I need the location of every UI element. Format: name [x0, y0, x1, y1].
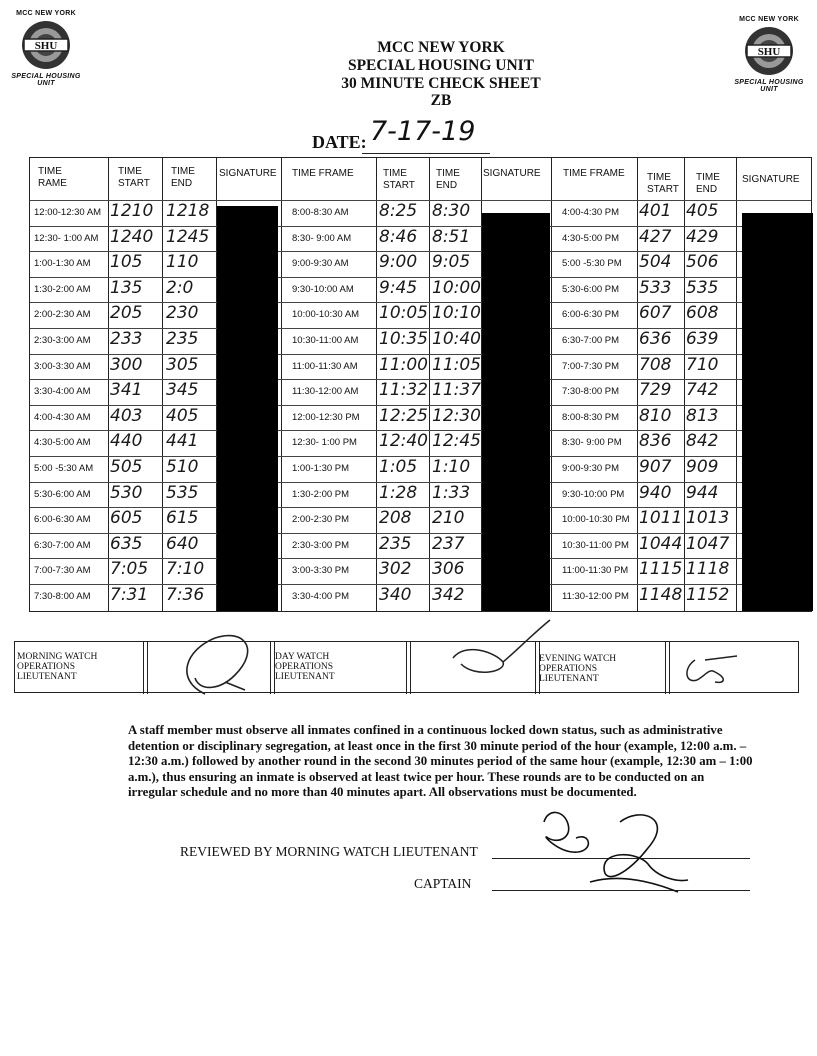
time-frame-label: 4:00-4:30 PM: [562, 207, 620, 218]
handwritten-start-time: 907: [639, 457, 672, 477]
handwritten-start-time: 940: [639, 482, 672, 503]
header-line-2: SPECIAL HOUSING UNIT: [347, 57, 535, 74]
time-frame-label: 10:00-10:30 PM: [562, 514, 630, 526]
time-frame-label: 3:00-3:30 PM: [292, 565, 350, 577]
handwritten-end-time: 1118: [686, 559, 730, 580]
handwritten-end-time: 8:30: [432, 201, 471, 221]
time-frame-label: 4:30-5:00 PM: [562, 232, 620, 244]
handwritten-start-time: 708: [639, 354, 672, 375]
handwritten-end-time: 710: [686, 354, 719, 375]
col-header-signature: SIGNATURE: [483, 168, 541, 179]
time-frame-label: 10:30-11:00 PM: [562, 539, 629, 551]
handwritten-end-time: 405: [166, 405, 199, 426]
handwritten-start-time: 8:25: [379, 201, 418, 221]
col-header-time-start: TIME START: [647, 172, 679, 195]
handwritten-end-time: 2:0: [166, 277, 194, 298]
logo-bottom-text: SPECIAL HOUSING UNIT: [11, 73, 81, 87]
handwritten-start-time: 8:46: [379, 226, 418, 247]
handwritten-end-time: 639: [686, 329, 719, 349]
col-header-time-end: TIME END: [436, 168, 460, 191]
handwritten-end-time: 237: [432, 533, 465, 554]
time-frame-label: 12:30- 1:00 AM: [34, 232, 99, 244]
logo-top-text: MCC NEW YORK: [739, 16, 799, 23]
time-frame-label: 12:30- 1:00 PM: [292, 437, 357, 449]
time-frame-label: 10:00-10:30 AM: [292, 309, 360, 321]
date-underline: [362, 153, 490, 154]
col-header-time-start: TIME START: [383, 168, 415, 191]
handwritten-end-time: 1:33: [432, 482, 471, 503]
handwritten-end-time: 1013: [686, 508, 730, 529]
handwritten-start-time: 635: [110, 533, 143, 554]
time-frame-label: 3:30-4:00 AM: [34, 386, 91, 398]
time-frame-label: 8:00-8:30 AM: [292, 207, 349, 218]
time-frame-label: 5:00 -5:30 PM: [562, 258, 622, 270]
time-frame-label: 3:30-4:00 PM: [292, 591, 350, 602]
shu-logo-left: [6, 10, 86, 90]
col-header-signature: SIGNATURE: [219, 168, 277, 179]
handwritten-end-time: 345: [166, 380, 199, 401]
handwritten-end-time: 1152: [686, 585, 730, 605]
handwritten-start-time: 605: [110, 508, 143, 529]
logo-bottom-text: SPECIAL HOUSING UNIT: [734, 79, 804, 93]
shu-seal-icon: [743, 25, 795, 77]
col-header-time-start: TIME START: [118, 166, 150, 189]
handwritten-end-time: 510: [166, 457, 199, 477]
handwritten-end-time: 1:10: [432, 457, 471, 477]
time-frame-label: 5:30-6:00 AM: [34, 488, 91, 500]
handwritten-end-time: 944: [686, 482, 719, 503]
time-frame-label: 11:30-12:00 AM: [292, 386, 359, 398]
time-frame-label: 2:00-2:30 AM: [34, 309, 91, 321]
time-frame-label: 12:00-12:30 PM: [292, 411, 360, 423]
handwritten-end-time: 1245: [166, 226, 210, 247]
handwritten-start-time: 427: [639, 226, 672, 247]
shu-seal-icon: [20, 19, 72, 71]
handwritten-end-time: 210: [432, 508, 465, 529]
handwritten-end-time: 615: [166, 508, 199, 529]
handwritten-start-time: 300: [110, 354, 143, 375]
col-header-time-frame: TIME FRAME: [292, 168, 354, 179]
handwritten-start-time: 729: [639, 380, 672, 401]
time-frame-label: 8:30- 9:00 PM: [562, 437, 622, 449]
handwritten-start-time: 1011: [639, 508, 683, 529]
logo-badge-text: SHU: [757, 46, 781, 58]
check-sheet-table: [29, 157, 812, 612]
handwritten-end-time: 9:05: [432, 252, 471, 273]
handwritten-start-time: 12:25: [379, 405, 428, 426]
handwritten-start-time: 340: [379, 585, 412, 605]
date-value: 7-17-19: [370, 116, 476, 147]
handwritten-start-time: 9:45: [379, 277, 418, 298]
time-frame-label: 11:00-11:30 PM: [562, 565, 629, 577]
time-frame-label: 7:30-8:00 PM: [562, 386, 620, 398]
handwritten-end-time: 429: [686, 226, 719, 247]
evening-lieutenant-signature: [675, 648, 755, 688]
time-frame-label: 4:30-5:00 AM: [34, 437, 91, 449]
handwritten-end-time: 342: [432, 585, 465, 605]
handwritten-end-time: 230: [166, 303, 199, 324]
handwritten-start-time: 810: [639, 405, 672, 426]
handwritten-end-time: 110: [166, 252, 199, 273]
redacted-signature-evening: [742, 213, 813, 611]
handwritten-start-time: 1240: [110, 226, 154, 247]
logo-badge-text: SHU: [34, 40, 58, 52]
time-frame-label: 7:00-7:30 PM: [562, 360, 620, 372]
handwritten-end-time: 306: [432, 559, 465, 580]
handwritten-end-time: 1218: [166, 201, 210, 221]
handwritten-start-time: 403: [110, 405, 143, 426]
handwritten-start-time: 7:31: [110, 585, 149, 605]
time-frame-label: 9:00-9:30 AM: [292, 258, 349, 270]
handwritten-start-time: 607: [639, 303, 672, 324]
handwritten-start-time: 11:00: [379, 354, 428, 375]
time-frame-label: 5:00 -5:30 AM: [34, 463, 94, 474]
captain-label: CAPTAIN: [414, 876, 472, 891]
handwritten-end-time: 813: [686, 405, 719, 426]
handwritten-end-time: 441: [166, 431, 199, 452]
handwritten-end-time: 12:30: [432, 405, 481, 426]
handwritten-start-time: 233: [110, 329, 143, 349]
handwritten-end-time: 842: [686, 431, 719, 452]
handwritten-end-time: 7:36: [166, 585, 205, 605]
time-frame-label: 8:30- 9:00 AM: [292, 232, 352, 244]
time-frame-label: 1:00-1:30 PM: [292, 463, 350, 474]
handwritten-start-time: 1115: [639, 559, 683, 580]
time-frame-label: 6:00-6:30 PM: [562, 309, 620, 321]
divider: [406, 642, 411, 694]
handwritten-end-time: 640: [166, 533, 199, 554]
handwritten-start-time: 836: [639, 431, 672, 452]
handwritten-end-time: 535: [166, 482, 199, 503]
redacted-signature-day: [482, 213, 550, 611]
handwritten-end-time: 909: [686, 457, 719, 477]
handwritten-end-time: 11:37: [432, 380, 481, 401]
handwritten-start-time: 10:05: [379, 303, 428, 324]
header-line-4: ZB: [430, 92, 452, 109]
time-frame-label: 2:30-3:00 PM: [292, 539, 350, 551]
date-label: DATE:: [312, 132, 367, 152]
time-frame-label: 8:00-8:30 PM: [562, 411, 620, 423]
header-line-1: MCC NEW YORK: [377, 39, 505, 56]
redacted-signature-morning: [217, 206, 278, 611]
time-frame-label: 3:00-3:30 AM: [34, 360, 91, 372]
time-frame-label: 1:00-1:30 AM: [34, 258, 91, 270]
shu-logo-right: [729, 16, 809, 96]
handwritten-start-time: 135: [110, 277, 143, 298]
handwritten-end-time: 11:05: [432, 354, 481, 375]
handwritten-start-time: 440: [110, 431, 143, 452]
lieutenant-signoff-strip: [14, 641, 799, 693]
divider: [143, 642, 148, 694]
morning-watch-lieutenant-label: MORNING WATCH OPERATIONS LIEUTENANT: [17, 652, 98, 682]
handwritten-end-time: 12:45: [432, 431, 481, 452]
col-header-time-end: TIME END: [171, 166, 195, 189]
time-frame-label: 2:00-2:30 PM: [292, 514, 350, 526]
reviewer-signature: [528, 802, 708, 897]
handwritten-start-time: 12:40: [379, 431, 428, 452]
day-watch-lieutenant-label: DAY WATCH OPERATIONS LIEUTENANT: [275, 652, 335, 682]
time-frame-label: 7:00-7:30 AM: [34, 565, 91, 577]
handwritten-end-time: 535: [686, 277, 719, 298]
time-frame-label: 2:30-3:00 AM: [34, 335, 91, 346]
policy-paragraph: A staff member must observe all inmates confined in a continuous locked down status, such as administrative detention or disciplinary segregation, at least once in the first 30 minute period of the hour (example, 12:00 a.m. – 12:30 a.m.) followed by another round in the second 30 minutes period of the same hour (example, 12:30 am – 1:00 a.m.), thus ensuring an inmate is observed at least twice per hour. These rounds are to be conducted on an irregular schedule and no more than 40 minutes apart. All observations must be documented.: [128, 723, 753, 799]
handwritten-start-time: 1210: [110, 201, 154, 221]
handwritten-start-time: 341: [110, 380, 143, 401]
time-frame-label: 4:00-4:30 AM: [34, 411, 91, 423]
time-frame-label: 9:30-10:00 AM: [292, 283, 354, 295]
handwritten-end-time: 506: [686, 252, 719, 273]
handwritten-start-time: 11:32: [379, 380, 428, 401]
handwritten-start-time: 505: [110, 457, 143, 477]
handwritten-end-time: 10:00: [432, 277, 481, 298]
handwritten-end-time: 1047: [686, 533, 730, 554]
handwritten-start-time: 7:05: [110, 559, 149, 580]
time-frame-label: 1:30-2:00 PM: [292, 488, 350, 500]
handwritten-end-time: 742: [686, 380, 719, 401]
evening-watch-lieutenant-label: EVENING WATCH OPERATIONS LIEUTENANT: [539, 654, 617, 684]
handwritten-end-time: 235: [166, 329, 199, 349]
handwritten-end-time: 7:10: [166, 559, 205, 580]
handwritten-end-time: 305: [166, 354, 199, 375]
handwritten-start-time: 10:35: [379, 329, 428, 349]
handwritten-start-time: 105: [110, 252, 143, 273]
time-frame-label: 6:30-7:00 PM: [562, 335, 620, 346]
time-frame-label: 11:00-11:30 AM: [292, 360, 358, 372]
handwritten-end-time: 10:10: [432, 303, 481, 324]
handwritten-start-time: 636: [639, 329, 672, 349]
handwritten-start-time: 401: [639, 201, 672, 221]
divider: [665, 642, 670, 694]
logo-top-text: MCC NEW YORK: [16, 10, 76, 17]
col-header-signature: SIGNATURE: [742, 174, 800, 185]
col-header-time-frame: TIME FRAME: [563, 168, 625, 179]
handwritten-start-time: 302: [379, 559, 412, 580]
handwritten-end-time: 405: [686, 201, 719, 221]
handwritten-start-time: 533: [639, 277, 672, 298]
morning-lieutenant-signature: [165, 620, 275, 698]
handwritten-end-time: 608: [686, 303, 719, 324]
handwritten-start-time: 1148: [639, 585, 683, 605]
time-frame-label: 12:00-12:30 AM: [34, 207, 102, 218]
handwritten-start-time: 1:28: [379, 482, 418, 503]
time-frame-label: 1:30-2:00 AM: [34, 283, 91, 295]
col-header-time-rame: TIME RAME: [38, 166, 67, 189]
header-line-3: 30 MINUTE CHECK SHEET: [341, 75, 541, 92]
time-frame-label: 7:30-8:00 AM: [34, 591, 91, 602]
handwritten-start-time: 235: [379, 533, 412, 554]
time-frame-label: 9:30-10:00 PM: [562, 488, 625, 500]
col-header-time-end: TIME END: [696, 172, 720, 195]
time-frame-label: 6:30-7:00 AM: [34, 539, 91, 551]
handwritten-end-time: 8:51: [432, 226, 471, 247]
handwritten-start-time: 1:05: [379, 457, 418, 477]
handwritten-start-time: 530: [110, 482, 143, 503]
handwritten-end-time: 10:40: [432, 329, 481, 349]
handwritten-start-time: 1044: [639, 533, 683, 554]
handwritten-start-time: 208: [379, 508, 412, 529]
handwritten-start-time: 9:00: [379, 252, 418, 273]
time-frame-label: 11:30-12:00 PM: [562, 591, 629, 602]
time-frame-label: 9:00-9:30 PM: [562, 463, 620, 474]
time-frame-label: 10:30-11:00 AM: [292, 335, 359, 346]
reviewed-by-label: REVIEWED BY MORNING WATCH LIEUTENANT: [180, 844, 478, 859]
handwritten-start-time: 504: [639, 252, 672, 273]
time-frame-label: 6:00-6:30 AM: [34, 514, 91, 526]
time-frame-label: 5:30-6:00 PM: [562, 283, 620, 295]
handwritten-start-time: 205: [110, 303, 143, 324]
